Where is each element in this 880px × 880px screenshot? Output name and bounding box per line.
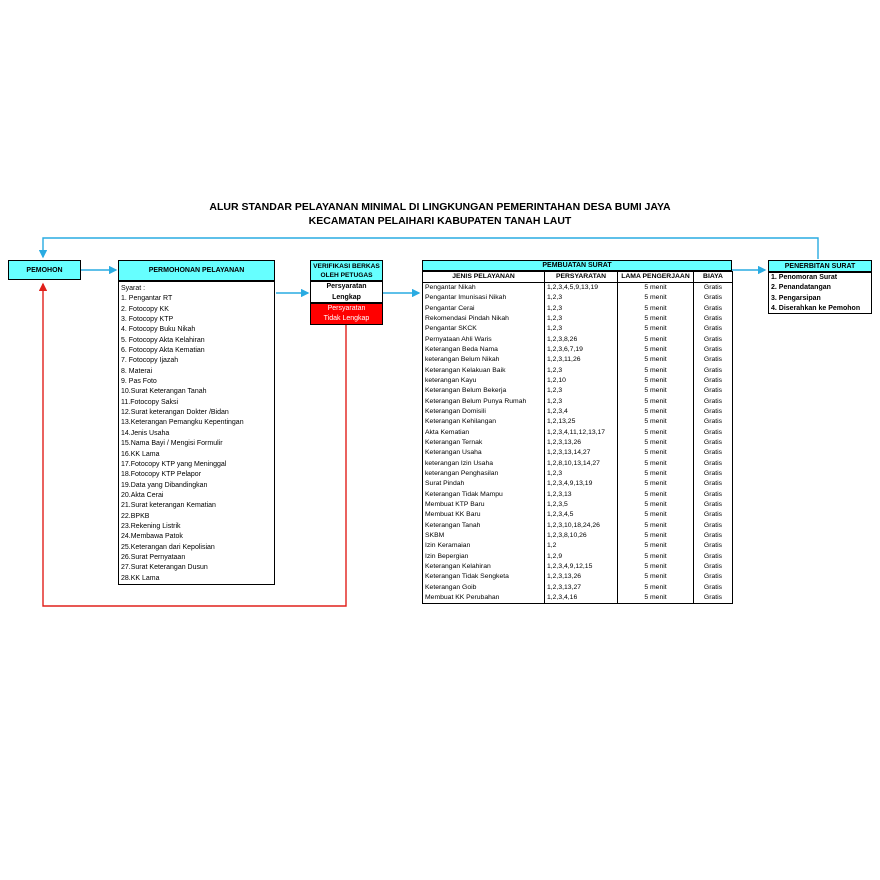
cell-persyaratan: 1,2,3 — [545, 293, 618, 303]
cell-jenis: Keterangan Belum Bekerja — [423, 386, 545, 396]
penerbitan-item: 1. Penomoran Surat — [771, 274, 838, 281]
return-arrow-penerbitan-to-pemohon — [43, 238, 818, 259]
cell-jenis: Membuat KTP Baru — [423, 500, 545, 510]
table-row — [423, 583, 733, 593]
cell-biaya: Gratis — [694, 355, 733, 365]
syarat-item: 16.KK Lama — [121, 450, 160, 458]
cell-biaya: Gratis — [694, 438, 733, 448]
syarat-item: 12.Surat keterangan Dokter /Bidan — [121, 409, 229, 417]
cell-jenis: Pengantar Imunisasi Nikah — [423, 293, 545, 303]
persyaratan-tidak-lengkap-box — [310, 303, 383, 325]
cell-lama: 5 menit — [618, 438, 694, 448]
cell-jenis: Pengantar Nikah — [423, 283, 545, 294]
cell-jenis: Pengantar SKCK — [423, 324, 545, 334]
cell-lama: 5 menit — [618, 541, 694, 551]
table-row — [423, 283, 733, 294]
cell-biaya: Gratis — [694, 490, 733, 500]
col-lama-pengerjaan: LAMA PENGERJAAN — [618, 272, 694, 283]
cell-biaya: Gratis — [694, 521, 733, 531]
table-row — [423, 500, 733, 510]
cell-jenis: Keterangan Usaha — [423, 448, 545, 458]
cell-jenis: Membuat KK Perubahan — [423, 593, 545, 604]
syarat-item: 19.Data yang Dibandingkan — [121, 481, 208, 489]
cell-lama: 5 menit — [618, 417, 694, 427]
syarat-item: 1. Pengantar RT — [121, 295, 173, 303]
table-row — [423, 376, 733, 386]
table-row — [423, 572, 733, 582]
lengkap-line2: Lengkap — [332, 293, 361, 301]
cell-jenis: Keterangan Tidak Mampu — [423, 490, 545, 500]
cell-biaya: Gratis — [694, 562, 733, 572]
cell-jenis: keterangan Belum Nikah — [423, 355, 545, 365]
cell-lama: 5 menit — [618, 355, 694, 365]
pemohon-box: PEMOHON — [8, 260, 81, 280]
table-row — [423, 293, 733, 303]
cell-jenis: Keterangan Domisili — [423, 407, 545, 417]
cell-persyaratan: 1,2,3,13,27 — [545, 583, 618, 593]
cell-jenis: SKBM — [423, 531, 545, 541]
cell-persyaratan: 1,2,8,10,13,14,27 — [545, 459, 618, 469]
tidak-line1: Persyaratan — [327, 305, 366, 312]
table-row — [423, 428, 733, 438]
cell-biaya: Gratis — [694, 345, 733, 355]
cell-biaya: Gratis — [694, 541, 733, 551]
cell-jenis: Keterangan Kehilangan — [423, 417, 545, 427]
syarat-item: 25.Keterangan dari Kepolisian — [121, 543, 215, 551]
syarat-item: 2. Fotocopy KK — [121, 305, 169, 313]
cell-persyaratan: 1,2,3,6,7,19 — [545, 345, 618, 355]
syarat-item: 9. Pas Foto — [121, 378, 157, 386]
cell-persyaratan: 1,2,3 — [545, 324, 618, 334]
cell-jenis: Keterangan Belum Punya Rumah — [423, 397, 545, 407]
syarat-item: 18.Fotocopy KTP Pelapor — [121, 471, 202, 479]
cell-persyaratan: 1,2,3,5 — [545, 500, 618, 510]
verifikasi-header-line2: OLEH PETUGAS — [320, 271, 373, 279]
cell-biaya: Gratis — [694, 593, 733, 604]
cell-lama: 5 menit — [618, 324, 694, 334]
cell-lama: 5 menit — [618, 304, 694, 314]
cell-persyaratan: 1,2,3 — [545, 314, 618, 324]
cell-persyaratan: 1,2,3,4,5,9,13,19 — [545, 283, 618, 294]
cell-jenis: Keterangan Goib — [423, 583, 545, 593]
cell-lama: 5 menit — [618, 562, 694, 572]
cell-biaya: Gratis — [694, 459, 733, 469]
cell-biaya: Gratis — [694, 500, 733, 510]
syarat-item: 20.Akta Cerai — [121, 491, 164, 499]
syarat-item: 27.Surat Keterangan Dusun — [121, 564, 208, 572]
cell-biaya: Gratis — [694, 324, 733, 334]
table-row — [423, 304, 733, 314]
cell-jenis: Keterangan Tanah — [423, 521, 545, 531]
syarat-item: 13.Keterangan Pemangku Kepentingan — [121, 419, 244, 427]
table-row — [423, 355, 733, 365]
cell-lama: 5 menit — [618, 510, 694, 520]
cell-lama: 5 menit — [618, 407, 694, 417]
cell-persyaratan: 1,2,3,4 — [545, 407, 618, 417]
cell-jenis: Izin Bepergian — [423, 552, 545, 562]
cell-jenis: Akta Kematian — [423, 428, 545, 438]
cell-lama: 5 menit — [618, 459, 694, 469]
verifikasi-header — [310, 260, 383, 281]
table-row — [423, 417, 733, 427]
cell-biaya: Gratis — [694, 304, 733, 314]
cell-biaya: Gratis — [694, 283, 733, 294]
table-row — [423, 521, 733, 531]
penerbitan-item: 3. Pengarsipan — [771, 294, 821, 302]
pembuatan-header: PEMBUATAN SURAT — [422, 260, 732, 271]
lengkap-line1: Persyaratan — [326, 283, 367, 290]
cell-lama: 5 menit — [618, 531, 694, 541]
syarat-item: 21.Surat keterangan Kematian — [121, 502, 216, 510]
cell-biaya: Gratis — [694, 469, 733, 479]
table-header-row — [423, 272, 733, 283]
cell-persyaratan: 1,2,10 — [545, 376, 618, 386]
cell-lama: 5 menit — [618, 521, 694, 531]
cell-lama: 5 menit — [618, 583, 694, 593]
cell-biaya: Gratis — [694, 531, 733, 541]
syarat-item: 3. Fotocopy KTP — [121, 316, 174, 324]
cell-jenis: Keterangan Ternak — [423, 438, 545, 448]
syarat-item: 7. Fotocopy Ijazah — [121, 357, 179, 365]
penerbitan-item: 4. Diserahkan ke Pemohon — [771, 304, 861, 312]
syarat-item: 24.Membawa Patok — [121, 533, 183, 541]
cell-lama: 5 menit — [618, 397, 694, 407]
table-row — [423, 469, 733, 479]
col-jenis-pelayanan: JENIS PELAYANAN — [423, 272, 545, 283]
cell-persyaratan: 1,2,3,11,26 — [545, 355, 618, 365]
table-row — [423, 335, 733, 345]
pembuatan-table — [422, 271, 733, 604]
cell-persyaratan: 1,2 — [545, 541, 618, 551]
table-row — [423, 366, 733, 376]
table-row — [423, 479, 733, 489]
table-row — [423, 510, 733, 520]
cell-persyaratan: 1,2,3,13,26 — [545, 572, 618, 582]
col-biaya: BIAYA — [694, 272, 733, 283]
cell-biaya: Gratis — [694, 479, 733, 489]
table-row — [423, 324, 733, 334]
cell-jenis: Membuat KK Baru — [423, 510, 545, 520]
tidak-line2: Tidak Lengkap — [323, 315, 370, 323]
table-row — [423, 552, 733, 562]
page-title: ALUR STANDAR PELAYANAN MINIMAL DI LINGKUNGAN PEMERINTAHAN DESA BUMI JAYA — [209, 201, 671, 213]
syarat-label: Syarat : — [121, 285, 146, 292]
cell-lama: 5 menit — [618, 366, 694, 376]
cell-biaya: Gratis — [694, 376, 733, 386]
verifikasi-header-line1: VERIFIKASI BERKAS — [313, 262, 380, 270]
cell-persyaratan: 1,2,3 — [545, 397, 618, 407]
syarat-item: 15.Nama Bayi / Mengisi Formulir — [121, 440, 223, 448]
cell-biaya: Gratis — [694, 428, 733, 438]
col-persyaratan: PERSYARATAN — [545, 272, 618, 283]
table-row — [423, 562, 733, 572]
cell-biaya: Gratis — [694, 448, 733, 458]
table-row — [423, 345, 733, 355]
penerbitan-list — [768, 272, 872, 314]
table-row — [423, 531, 733, 541]
table-row — [423, 407, 733, 417]
cell-jenis: keterangan Izin Usaha — [423, 459, 545, 469]
cell-jenis: keterangan Penghasilan — [423, 469, 545, 479]
cell-persyaratan: 1,2,3,8,10,26 — [545, 531, 618, 541]
cell-biaya: Gratis — [694, 335, 733, 345]
cell-persyaratan: 1,2,3,8,26 — [545, 335, 618, 345]
cell-lama: 5 menit — [618, 345, 694, 355]
cell-jenis: keterangan Kayu — [423, 376, 545, 386]
cell-jenis: Izin Keramaian — [423, 541, 545, 551]
syarat-item: 5. Fotocopy Akta Kelahiran — [121, 336, 205, 344]
syarat-item: 28.KK Lama — [121, 574, 160, 582]
cell-lama: 5 menit — [618, 469, 694, 479]
cell-lama: 5 menit — [618, 386, 694, 396]
cell-persyaratan: 1,2,3,13,26 — [545, 438, 618, 448]
cell-biaya: Gratis — [694, 572, 733, 582]
cell-persyaratan: 1,2,3,4,9,12,15 — [545, 562, 618, 572]
table-row — [423, 397, 733, 407]
cell-biaya: Gratis — [694, 366, 733, 376]
cell-persyaratan: 1,2,3 — [545, 386, 618, 396]
cell-jenis: Rekomendasi Pindah Nikah — [423, 314, 545, 324]
table-row — [423, 459, 733, 469]
syarat-item: 4. Fotocopy Buku Nikah — [121, 326, 196, 334]
cell-lama: 5 menit — [618, 376, 694, 386]
syarat-item: 22.BPKB — [121, 512, 150, 520]
cell-biaya: Gratis — [694, 407, 733, 417]
cell-persyaratan: 1,2,3,4,16 — [545, 593, 618, 604]
syarat-item: 26.Surat Pernyataan — [121, 553, 186, 561]
cell-lama: 5 menit — [618, 490, 694, 500]
persyaratan-lengkap-box — [310, 281, 383, 303]
cell-persyaratan: 1,2,3,13 — [545, 490, 618, 500]
page-subtitle: KECAMATAN PELAIHARI KABUPATEN TANAH LAUT — [308, 215, 572, 227]
permohonan-header: PERMOHONAN PELAYANAN — [118, 260, 275, 281]
cell-jenis: Surat Pindah — [423, 479, 545, 489]
cell-persyaratan: 1,2,3,13,14,27 — [545, 448, 618, 458]
cell-biaya: Gratis — [694, 552, 733, 562]
cell-persyaratan: 1,2,3 — [545, 366, 618, 376]
syarat-list — [118, 281, 275, 585]
syarat-item: 10.Surat Keterangan Tanah — [121, 388, 207, 396]
syarat-item: 17.Fotocopy KTP yang Meninggal — [121, 460, 227, 468]
cell-biaya: Gratis — [694, 510, 733, 520]
cell-persyaratan: 1,2,3,10,18,24,26 — [545, 521, 618, 531]
cell-lama: 5 menit — [618, 335, 694, 345]
cell-lama: 5 menit — [618, 572, 694, 582]
cell-persyaratan: 1,2,13,25 — [545, 417, 618, 427]
table-row — [423, 314, 733, 324]
table-row — [423, 541, 733, 551]
cell-persyaratan: 1,2,3,4,5 — [545, 510, 618, 520]
cell-lama: 5 menit — [618, 293, 694, 303]
cell-biaya: Gratis — [694, 583, 733, 593]
cell-lama: 5 menit — [618, 479, 694, 489]
cell-lama: 5 menit — [618, 448, 694, 458]
cell-persyaratan: 1,2,3,4,9,13,19 — [545, 479, 618, 489]
syarat-item: 6. Fotocopy Akta Kematian — [121, 347, 205, 355]
cell-lama: 5 menit — [618, 283, 694, 294]
cell-biaya: Gratis — [694, 417, 733, 427]
cell-persyaratan: 1,2,9 — [545, 552, 618, 562]
table-row — [423, 593, 733, 604]
table-row — [423, 438, 733, 448]
cell-jenis: Keterangan Beda Nama — [423, 345, 545, 355]
cell-jenis: Keterangan Kelakuan Baik — [423, 366, 545, 376]
cell-lama: 5 menit — [618, 593, 694, 604]
syarat-item: 23.Rekening Listrik — [121, 522, 181, 530]
cell-jenis: Pernyataan Ahli Waris — [423, 335, 545, 345]
cell-jenis: Keterangan Kelahiran — [423, 562, 545, 572]
cell-biaya: Gratis — [694, 397, 733, 407]
cell-biaya: Gratis — [694, 386, 733, 396]
penerbitan-item: 2. Penandatangan — [771, 284, 831, 292]
cell-jenis: Pengantar Cerai — [423, 304, 545, 314]
cell-lama: 5 menit — [618, 500, 694, 510]
cell-persyaratan: 1,2,3,4,11,12,13,17 — [545, 428, 618, 438]
syarat-item: 14.Jenis Usaha — [121, 429, 170, 437]
cell-lama: 5 menit — [618, 552, 694, 562]
cell-jenis: Keterangan Tidak Sengketa — [423, 572, 545, 582]
cell-biaya: Gratis — [694, 293, 733, 303]
cell-biaya: Gratis — [694, 314, 733, 324]
table-row — [423, 386, 733, 396]
table-row — [423, 490, 733, 500]
penerbitan-header: PENERBITAN SURAT — [768, 260, 872, 272]
table-row — [423, 448, 733, 458]
cell-lama: 5 menit — [618, 428, 694, 438]
cell-persyaratan: 1,2,3 — [545, 304, 618, 314]
cell-lama: 5 menit — [618, 314, 694, 324]
syarat-item: 8. Materai — [121, 367, 153, 375]
syarat-item: 11.Fotocopy Saksi — [121, 398, 179, 406]
cell-persyaratan: 1,2,3 — [545, 469, 618, 479]
